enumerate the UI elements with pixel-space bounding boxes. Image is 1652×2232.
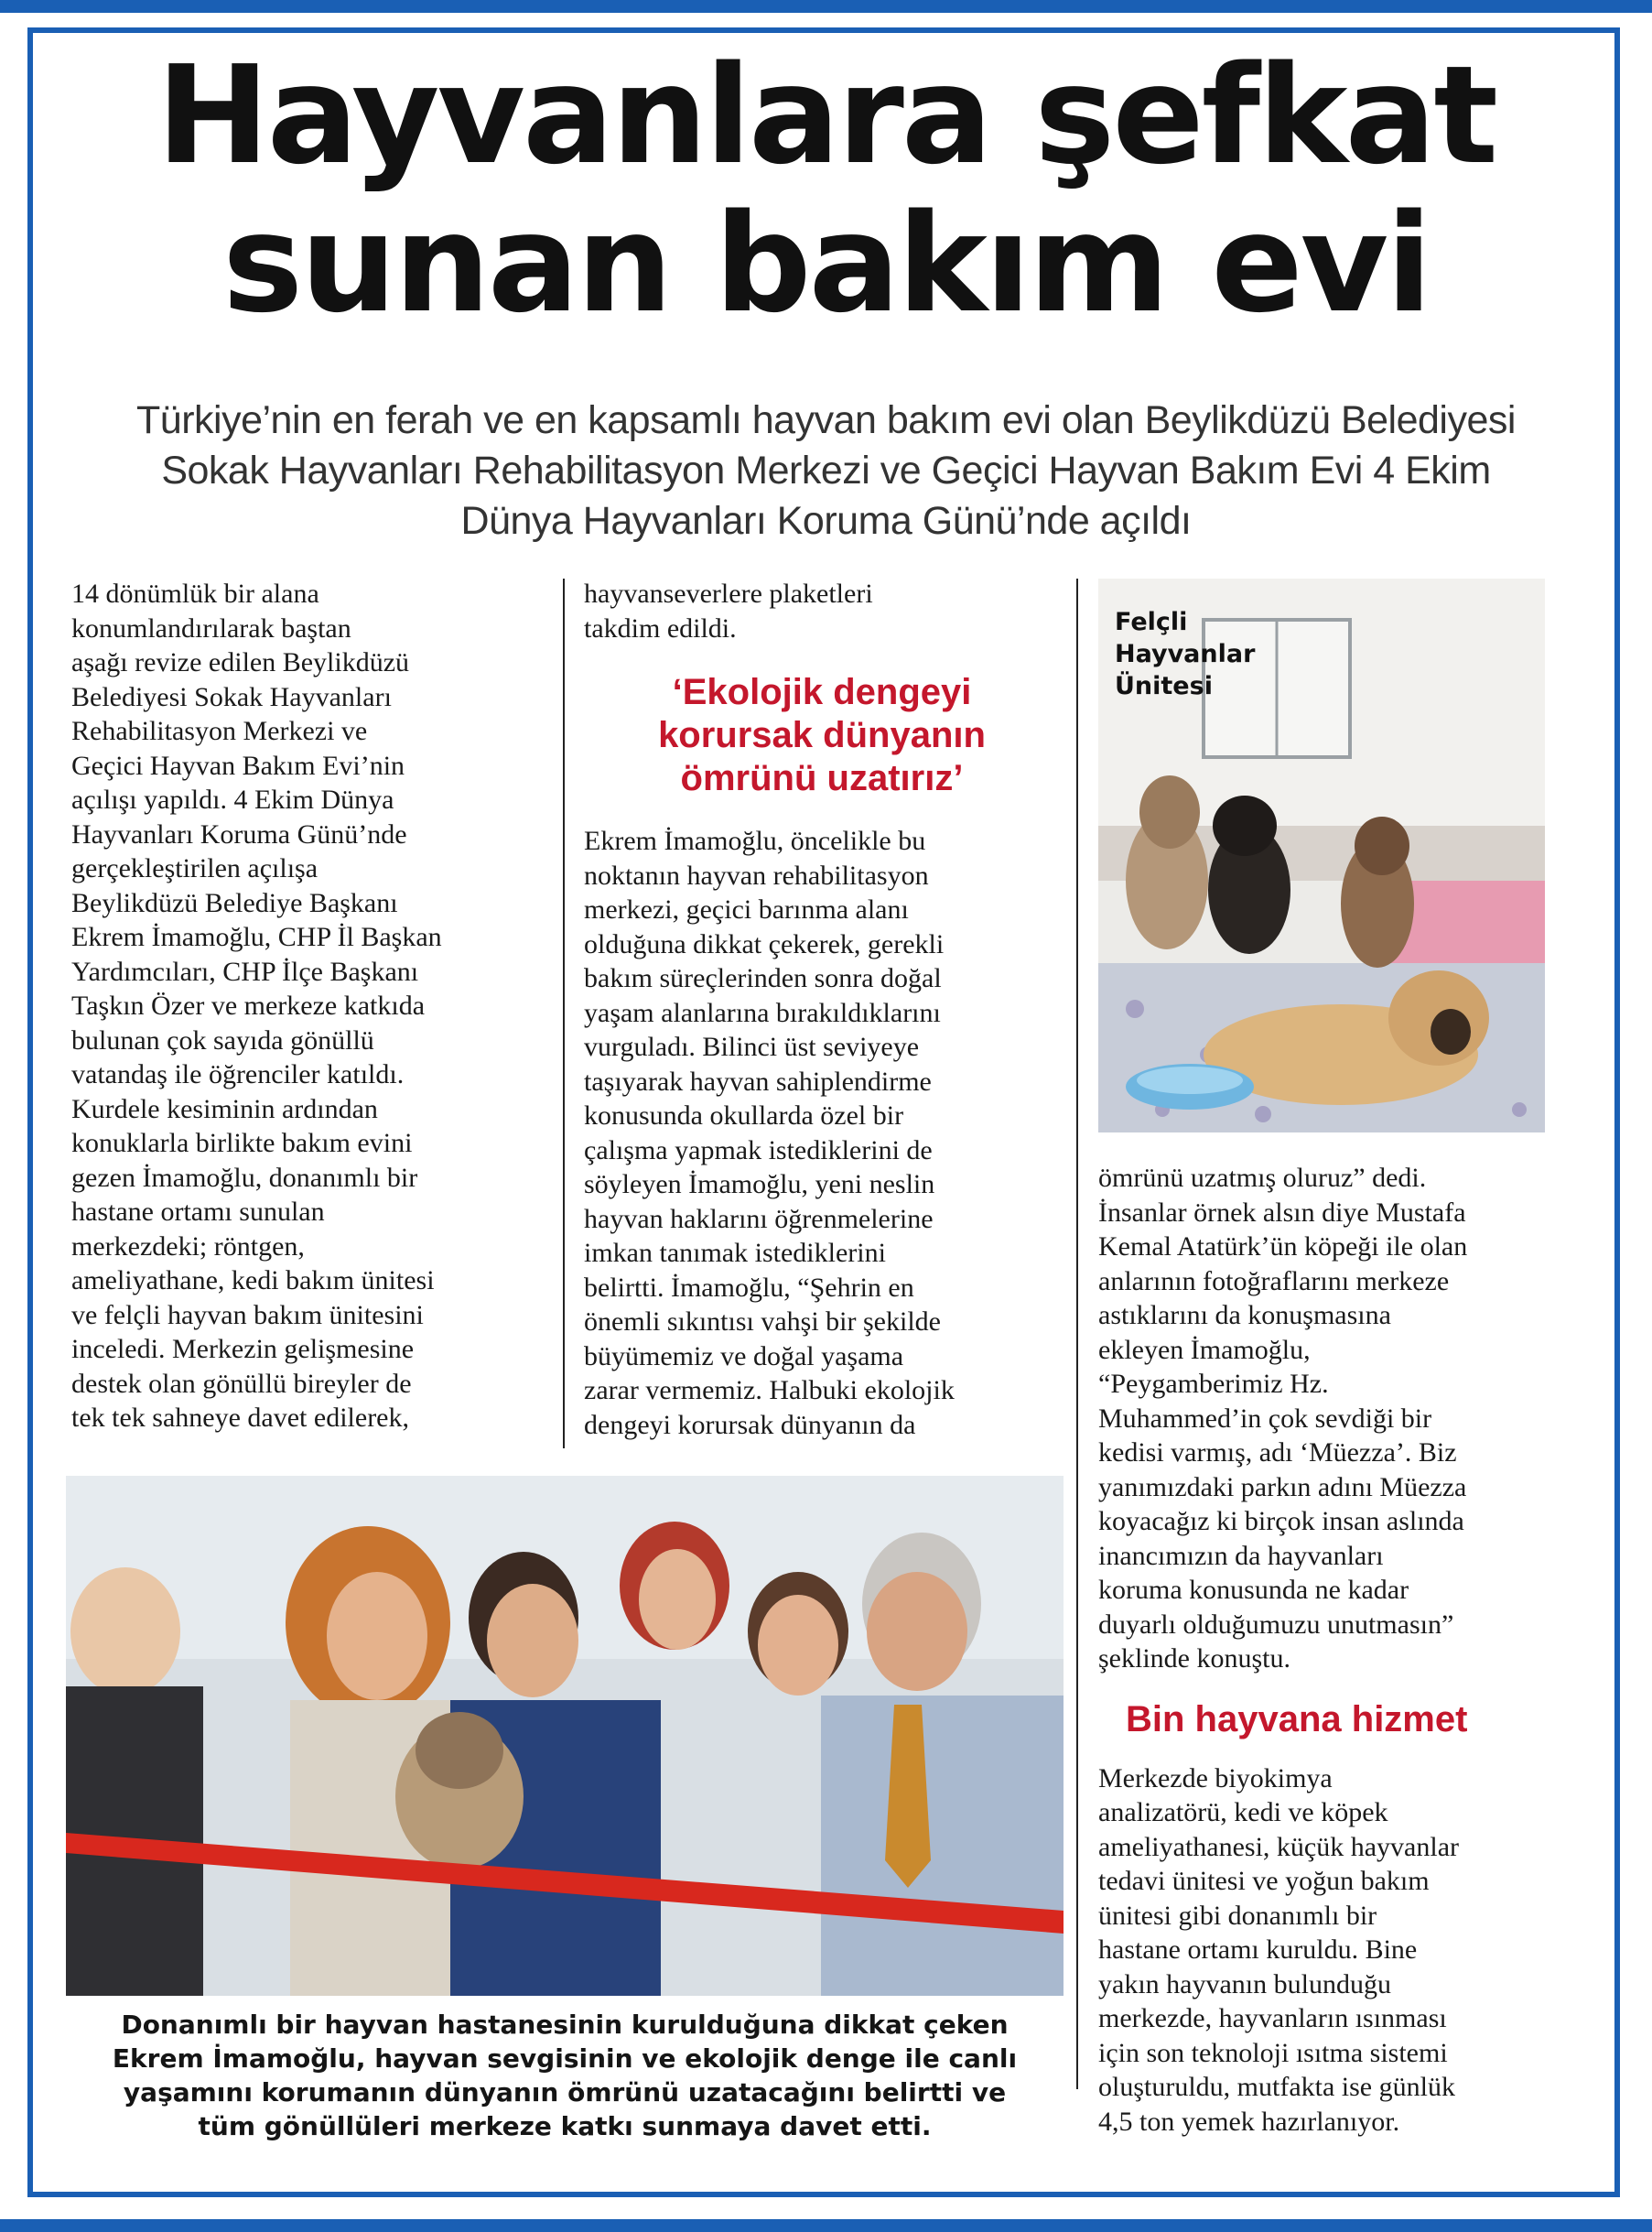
column-2	[584, 577, 1060, 1442]
subheadline: Türkiye’nin en ferah ve en kapsamlı hayvan bakım evi olan Beylikdüzü Belediyesi Sokak Hayvanları Rehabilitasyon Merkezi ve Geçici Hayvan Bakım Evi 4 Ekim Dünya Hayvanları Koruma Günü’nde açıldı	[136, 398, 1516, 543]
photo-label: Felçli Hayvanlar Ünitesi	[1115, 608, 1256, 700]
crosshead-service: Bin hayvana hizmet	[1126, 1698, 1468, 1739]
column-3-text: ömrünü uzatmış oluruz” dedi. İnsanlar örnek alsın diye Mustafa Kemal Atatürk’ün köpeği ile olan anlarının fotoğraflarını merkeze astıklarını da konuşmasına ekleyen İmamoğlu, “Peygamberimiz Hz. Muhammed’in çok sevdiği bir kedisi varmış, adı ‘Müezza’. Biz yanımızdaki parkın adını Müezza koyacağız ki birçok insan aslında inancımızın da hayvanları koruma konusunda ne kadar duyarlı olduğumuzu unutmasın” şeklinde konuştu.	[1098, 1163, 1468, 1674]
headline-line-2: sunan bakım evi	[222, 185, 1430, 342]
column-2-text: Ekrem İmamoğlu, öncelikle bu noktanın hayvan rehabilitasyon merkezi, geçici barınma alanı olduğuna dikkat çekerek, gerekli bakım süreçlerinden sonra doğal yaşam alanlarına bırakıldıklarını vurguladı. Bilinci üst seviyeye taşıyarak hayvan sahiplendirme konusunda okullarda özel bir çalışma yapmak istediklerini de söyleyen İmamoğlu, yeni neslin hayvan haklarını öğrenmelerine imkan tanımak istediklerini belirtti. İmamoğlu, “Şehrin en önemli sıkıntısı vahşi bir şekilde büyümemiz ve doğal yaşama zarar vermemiz. Halbuki ekolojik dengeyi korursak dünyanın da	[584, 826, 955, 1440]
headline-line-1: Hayvanlara şefkat	[156, 37, 1496, 194]
column-divider-2	[1076, 579, 1078, 2089]
column-divider-1	[563, 579, 565, 1448]
ribbon-cutting-illustration	[66, 1476, 1064, 1996]
column-1	[71, 577, 547, 1436]
bottom-border-bar	[0, 2219, 1652, 2232]
column-3	[1098, 1161, 1574, 2139]
photo-ribbon-cutting	[66, 1476, 1064, 1996]
column-1-text: 14 dönümlük bir alana konumlandırılarak baştan aşağı revize edilen Beylikdüzü Belediyesi Sokak Hayvanları Rehabilitasyon Merkezi ve Geçici Hayvan Bakım Evi’nin açılışı yapıldı. 4 Ekim Dünya Hayvanları Koruma Günü’nde gerçekleştirilen açılışa Beylikdüzü Belediye Başkanı Ekrem İmamoğlu, CHP İl Başkan Yardımcıları, CHP İlçe Başkanı Taşkın Özer ve merkeze katkıda bulunan çok sayıda gönüllü vatandaş ile öğrenciler katıldı. Kurdele kesiminin ardından konuklarla birlikte bakım evini gezen İmamoğlu, donanımlı bir hastane ortamı sunulan merkezdeki; röntgen, ameliyathane, kedi bakım ünitesi ve felçli hayvan bakım ünitesini inceledi. Merkezin gelişmesine destek olan gönüllü bireyler de tek tek sahneye davet edilerek,	[71, 579, 442, 1433]
top-border-bar	[0, 0, 1652, 13]
crosshead-ecology: ‘Ekolojik dengeyi korursak dünyanın ömrünü uzatırız’	[658, 672, 986, 798]
photo-caption: Donanımlı bir hayvan hastanesinin kurulduğuna dikkat çeken Ekrem İmamoğlu, hayvan sevgisinin ve ekolojik denge ile canlı yaşamını korumanın dünyanın ömrünü uzatacağını belirtti ve tüm gönüllüleri merkeze katkı sunmaya davet etti.	[112, 2010, 1018, 2141]
column-2-intro-text: hayvanseverlere plaketleri takdim edildi.	[584, 579, 873, 644]
column-3-bottom-text: Merkezde biyokimya analizatörü, kedi ve köpek ameliyathanesi, küçük hayvanlar tedavi ünitesi ve yoğun bakım ünitesi gibi donanımlı bir hastane ortamı kuruldu. Bine yakın hayvanın bulunduğu merkezde, hayvanların ısınması için son teknoloji ısıtma sistemi oluşturuldu, mutfakta ise günlük 4,5 ton yemek hazırlanıyor.	[1098, 1762, 1460, 2137]
headline	[37, 37, 1615, 342]
